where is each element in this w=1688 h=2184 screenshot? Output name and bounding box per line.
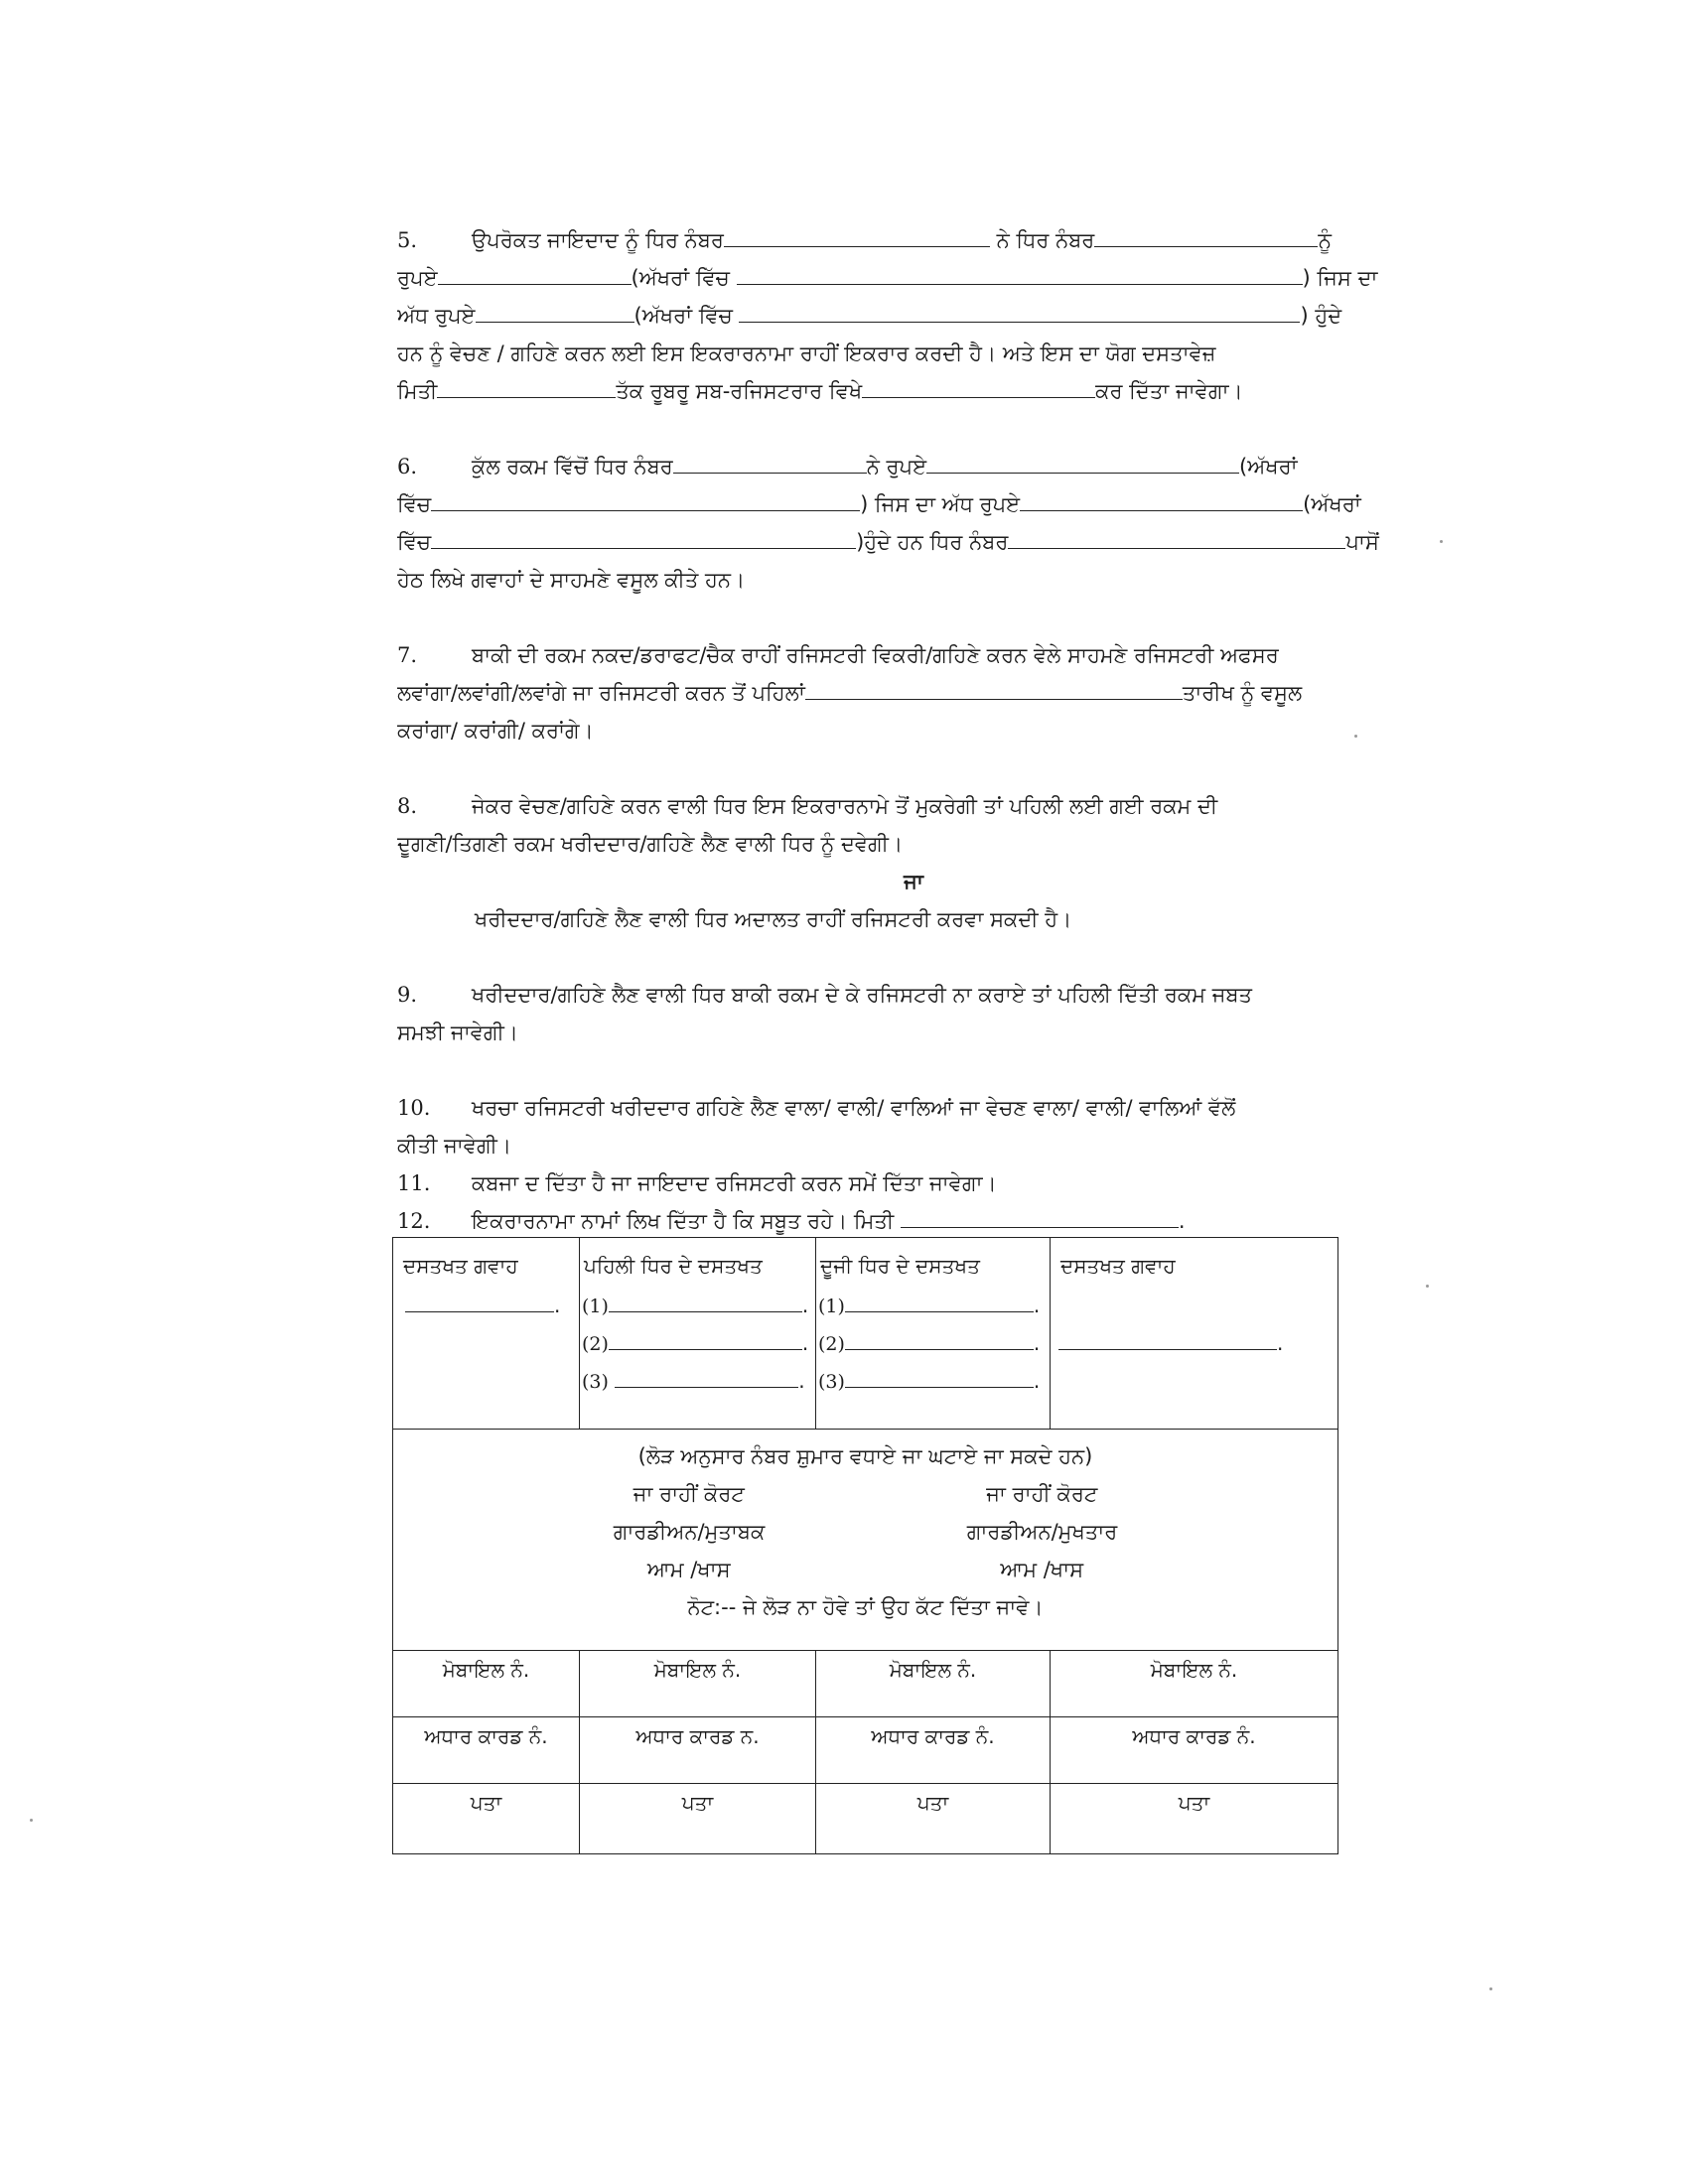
signature-line[interactable] (845, 1286, 1034, 1312)
blank-field[interactable] (737, 258, 1303, 285)
scan-speck (30, 1819, 33, 1822)
scan-speck (1354, 735, 1357, 738)
document-page: 5. ਉਪਰੋਕਤ ਜਾਇਦਾਦ ਨੂੰ ਧਿਰ ਨੰਬਰ ਨੇ ਧਿਰ ਨੰਬਰ ਨੂੰ ਰੁਪਏ (ਅੱਖਰਾਂ ਵਿੱਚ ) ਜਿਸ ਦਾ ਅੱਧ ਰੁਪਏ (ਅੱਖਰਾਂ ਵਿੱਚ ) ਹੁੰਦੇ ਹਨ ਨੂੰ ਵੇਚਣ / ਗਹਿਣੇ ਕਰਨ ਲਈ ਇਸ ਇਕਰਾਰਨਾਮਾ ਰਾਹੀਂ ਇਕਰਾਰ ਕਰਦੀ ਹੈ। ਅਤੇ ਇਸ ਦਾ ਯੋਗ ਦਸਤਾਵੇਜ਼ ਮਿਤੀ ਤੱਕ ਰੂਬਰੂ ਸਬ-ਰਜਿਸਟਰਾਰ ਵਿਖੇ ਕਰ ਦਿੱਤਾ ਜਾਵੇਗਾ। 6. ਕੁੱਲ ਰਕਮ ਵਿੱਚੋਂ ਧਿਰ ਨੰਬਰ ਨੇ ਰੁਪਏ (ਅੱਖਰਾਂ ਵਿੱਚ ) ਜਿਸ ਦਾ ਅੱਧ ਰੁਪਏ (ਅੱਖਰਾਂ ਵਿੱਚ )ਹੁੰਦੇ ਹਨ ਧਿਰ ਨੰਬਰ ਪਾਸੋਂ ਹੇਠ ਲਿਖੇ ਗਵਾਹਾਂ ਦੇ ਸਾਹਮਣੇ ਵਸੂਲ ਕੀਤੇ ਹਨ। 7. ਬਾਕੀ ਦੀ ਰਕਮ ਨਕਦ/ਡਰਾਫਟ/ਚੈਕ ਰਾਹੀਂ ਰਜਿਸਟਰੀ ਵਿਕਰੀ/ਗਹਿਣੇ ਕਰਨ ਵੇਲੇ ਸਾਹਮਣੇ ਰਜਿਸਟਰੀ ਅਫਸਰ ਲਵਾਂਗਾ/ਲਵਾਂਗੀ/ਲਵਾਂਗੇ ਜਾ ਰਜਿਸਟਰੀ ਕਰਨ ਤੋਂ ਪਹਿਲਾਂ ਤਾਰੀਖ ਨੂੰ ਵਸੂਲ ਕਰਾਂਗਾ/ ਕਰਾਂਗੀ/ ਕਰਾਂਗੇ। 8. ਜੇਕਰ ਵੇਚਣ/ਗਹਿਣੇ ਕਰਨ ਵਾਲੀ ਧਿਰ ਇਸ ਇਕਰਾਰਨਾਮੇ ਤੋਂ ਮੁਕਰੇਗੀ ਤਾਂ ਪਹਿਲੀ ਲਈ ਗਈ ਰਕਮ ਦੀ ਦੂਗਣੀ/ਤਿਗਣੀ ਰਕਮ ਖਰੀਦਦਾਰ/ਗਹਿਣੇ ਲੈਣ ਵਾਲੀ ਧਿਰ ਨੂੰ ਦਵੇਗੀ। ਜਾ ਖਰੀਦਦਾਰ/ਗਹਿਣੇ ਲੈਣ ਵਾਲੀ ਧਿਰ ਅਦਾਲਤ ਰਾਹੀਂ ਰਜਿਸਟਰੀ ਕਰਵਾ ਸਕਦੀ ਹੈ। 9. ਖਰੀਦਦਾਰ/ਗਹਿਣੇ ਲੈਣ ਵਾਲੀ ਧਿਰ ਬਾਕੀ ਰਕਮ ਦੇ ਕੇ ਰਜਿਸਟਰੀ ਨਾ ਕਰਾਏ ਤਾਂ ਪਹਿਲੀ ਦਿੱਤੀ ਰਕਮ ਜਬਤ ਸਮਝੀ ਜਾਵੇਗੀ। 10. ਖਰਚਾ ਰਜਿਸਟਰੀ ਖਰੀਦਦਾਰ ਗਹਿਣੇ ਲੈਣ ਵਾਲਾ/ ਵਾਲੀ/ ਵਾਲਿਆਂ ਜਾ ਵੇਚਣ ਵਾਲਾ/ ਵਾਲੀ/ ਵਾਲਿਆਂ ਵੱਲੋਂ ਕੀਤੀ ਜਾਵੇਗੀ। 11. ਕਬਜਾ ਦ ਦਿੱਤਾ ਹੈ ਜਾ ਜਾਇਦਾਦ ਰਜਿਸਟਰੀ ਕਰਨ ਸਮੇਂ ਦਿੱਤਾ ਜਾਵੇਗਾ। 12. ਇਕਰਾਰਨਾਮਾ ਨਾਮਾਂ ਲਿਖ ਦਿੱਤਾ ਹੈ ਕਿ ਸਬੂਤ ਰਹੇ। ਮਿਤੀ . ਦਸਤਖਤ ਗਵਾਹ . ਪਹਿਲੀ ਧਿਰ ਦੇ ਦਸਤਖਤ (1) . (2) . (3) . ਦੂਜੀ ਧਿਰ ਦੇ ਦਸਤਖਤ (1) . (2) . (3) . ਦਸਤਖਤ ਗਵਾਹ . (ਲੋੜ ਅਨੁਸਾਰ ਨੰਬਰ ਸ਼ੁਮਾਰ ਵਧਾਏ ਜਾ ਘਟਾਏ ਜਾ ਸਕਦੇ ਹਨ) ਜਾ ਰਾਹੀਂ ਕੋਰਟ ਜਾ ਰਾਹੀਂ ਕੋਰਟ ਗਾਰਡੀਅਨ/ਮੁਤਾਬਕ ਗਾਰਡੀਅਨ/ਮੁਖਤਾਰ ਆਮ /ਖਾਸ ਆਮ /ਖਾਸ ਨੋਟ:-- ਜੇ ਲੋੜ ਨਾ ਹੋਵੇ ਤਾਂ ਉਹ ਕੱਟ ਦਿੱਤਾ ਜਾਵੇ। ਮੋਬਾਇਲ ਨੰ. ਮੋਬਾਇਲ ਨੰ. ਮੋਬਾਇਲ ਨੰ. ਮੋਬਾਇਲ ਨੰ. ਅਧਾਰ ਕਾਰਡ ਨੰ. ਅਧਾਰ ਕਾਰਡ ਨ. ਅਧਾਰ ਕਾਰਡ ਨੰ. ਅਧਾਰ ਕਾਰਡ ਨੰ. ਪਤਾ ਪਤਾ ਪਤਾ ਪਤਾ (0, 0, 1688, 2184)
signature-line[interactable] (845, 1323, 1034, 1350)
blank-field[interactable] (431, 484, 860, 511)
column-header: ਦਸਤਖਤ ਗਵਾਹ (403, 1254, 518, 1278)
second-party-cell: ਦੂਜੀ ਧਿਰ ਦੇ ਦਸਤਖਤ (1) . (2) . (3) . (816, 1238, 1051, 1430)
blank-field[interactable] (1020, 484, 1303, 511)
or-separator: ਜਾ (904, 870, 923, 893)
blank-field[interactable] (1008, 522, 1345, 549)
aadhar-cell[interactable]: ਅਧਾਰ ਕਾਰਡ ਨੰ. (816, 1717, 1051, 1784)
mobile-cell[interactable]: ਮੋਬਾਇਲ ਨੰ. (580, 1651, 816, 1717)
clause-number: 7. (397, 643, 418, 667)
clause-number: 10. (397, 1096, 431, 1120)
blank-field[interactable] (739, 296, 1300, 323)
clause-12: 12. ਇਕਰਾਰਨਾਮਾ ਨਾਮਾਂ ਲਿਖ ਦਿੱਤਾ ਹੈ ਕਿ ਸਬੂਤ ਰਹੇ। ਮਿਤੀ . (397, 1201, 1430, 1241)
blank-field[interactable] (926, 447, 1239, 474)
mobile-row (393, 1651, 1338, 1717)
mobile-cell[interactable]: ਮੋਬਾਇਲ ਨੰ. (393, 1651, 580, 1717)
witness-1-cell: ਦਸਤਖਤ ਗਵਾਹ . (393, 1238, 580, 1430)
note-line: ਨੋਟ:-- ਜੇ ਲੋੜ ਨਾ ਹੋਵੇ ਤਾਂ ਉਹ ਕੱਟ ਦਿੱਤਾ ਜਾਵੇ। (687, 1595, 1044, 1619)
column-header: ਪਹਿਲੀ ਧਿਰ ਦੇ ਦਸਤਖਤ (584, 1254, 763, 1278)
blank-field[interactable] (724, 220, 990, 247)
blank-field[interactable] (862, 371, 1095, 398)
address-cell[interactable]: ਪਤਾ (580, 1784, 816, 1854)
aadhar-cell[interactable]: ਅਧਾਰ ਕਾਰਡ ਨੰ. (1051, 1717, 1338, 1784)
aadhar-cell[interactable]: ਅਧਾਰ ਕਾਰਡ ਨ. (580, 1717, 816, 1784)
clause-number: 8. (397, 794, 418, 818)
scan-speck (1440, 540, 1443, 543)
blank-field[interactable] (1094, 220, 1318, 247)
clause-number: 5. (397, 228, 418, 252)
mobile-cell[interactable]: ਮੋਬਾਇਲ ਨੰ. (816, 1651, 1051, 1717)
aadhar-cell[interactable]: ਅਧਾਰ ਕਾਰਡ ਨੰ. (393, 1717, 580, 1784)
clause-number: 9. (397, 983, 418, 1007)
scan-speck (1489, 1987, 1492, 1990)
signature-table (392, 1237, 1338, 1854)
address-row (393, 1784, 1338, 1854)
signature-row (393, 1238, 1338, 1430)
clause-11: 11. ਕਬਜਾ ਦ ਦਿੱਤਾ ਹੈ ਜਾ ਜਾਇਦਾਦ ਰਜਿਸਟਰੀ ਕਰਨ ਸਮੇਂ ਦਿੱਤਾ ਜਾਵੇਗਾ। (397, 1163, 1430, 1203)
signature-line[interactable] (609, 1323, 802, 1350)
scan-speck (1426, 1285, 1429, 1288)
signature-line[interactable] (609, 1286, 802, 1312)
blank-field[interactable] (431, 522, 856, 549)
blank-field[interactable] (805, 673, 1183, 700)
address-cell[interactable]: ਪਤਾ (816, 1784, 1051, 1854)
clause-number: 6. (397, 455, 418, 478)
signature-line[interactable] (615, 1361, 798, 1388)
date-field[interactable] (901, 1201, 1179, 1228)
address-cell[interactable]: ਪਤਾ (393, 1784, 580, 1854)
note-line: (ਲੋੜ ਅਨੁਸਾਰ ਨੰਬਰ ਸ਼ੁਮਾਰ ਵਧਾਏ ਜਾ ਘਟਾਏ ਜਾ ਸਕਦੇ ਹਨ) (637, 1444, 1093, 1468)
clause-number: 12. (397, 1209, 431, 1233)
clause-number: 11. (397, 1171, 431, 1195)
aadhar-row (393, 1717, 1338, 1784)
signature-line[interactable] (405, 1286, 554, 1312)
column-header: ਦਸਤਖਤ ਗਵਾਹ (1060, 1254, 1176, 1278)
signature-line[interactable] (845, 1361, 1034, 1388)
first-party-cell: ਪਹਿਲੀ ਧਿਰ ਦੇ ਦਸਤਖਤ (1) . (2) . (3) . (580, 1238, 816, 1430)
witness-2-cell: ਦਸਤਖਤ ਗਵਾਹ . (1051, 1238, 1338, 1430)
notes-row (393, 1430, 1338, 1651)
mobile-cell[interactable]: ਮੋਬਾਇਲ ਨੰ. (1051, 1651, 1338, 1717)
blank-field[interactable] (438, 258, 632, 285)
address-cell[interactable]: ਪਤਾ (1051, 1784, 1338, 1854)
blank-field[interactable] (476, 296, 634, 323)
column-header: ਦੂਜੀ ਧਿਰ ਦੇ ਦਸਤਖਤ (820, 1254, 980, 1278)
notes-cell: (ਲੋੜ ਅਨੁਸਾਰ ਨੰਬਰ ਸ਼ੁਮਾਰ ਵਧਾਏ ਜਾ ਘਟਾਏ ਜਾ ਸਕਦੇ ਹਨ) ਜਾ ਰਾਹੀਂ ਕੋਰਟ ਜਾ ਰਾਹੀਂ ਕੋਰਟ ਗਾਰਡੀਅਨ/ਮੁਤਾਬਕ ਗਾਰਡੀਅਨ/ਮੁਖਤਾਰ ਆਮ /ਖਾਸ ਆਮ /ਖਾਸ ਨੋਟ:-- ਜੇ ਲੋੜ ਨਾ ਹੋਵੇ ਤਾਂ ਉਹ ਕੱਟ ਦਿੱਤਾ ਜਾਵੇ। (393, 1430, 1338, 1651)
signature-line[interactable] (1058, 1323, 1277, 1350)
blank-field[interactable] (673, 447, 867, 474)
blank-field[interactable] (437, 371, 616, 398)
